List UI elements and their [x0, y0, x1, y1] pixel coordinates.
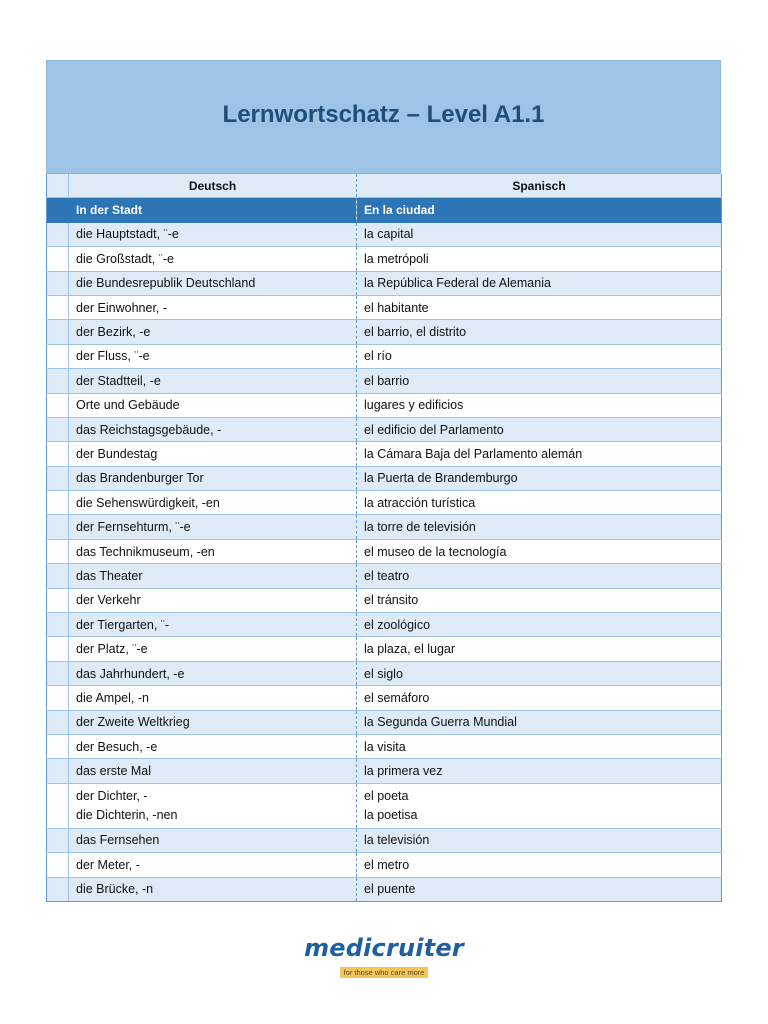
cell-deutsch-text: der Bezirk, -e [76, 325, 151, 340]
table-row [47, 247, 722, 271]
table-row [47, 637, 722, 661]
cell-spanisch [357, 491, 722, 515]
row-index-cell [47, 877, 69, 901]
row-index-cell [47, 613, 69, 637]
row-index-cell [47, 271, 69, 295]
row-index-cell [47, 344, 69, 368]
row-index-cell [47, 783, 69, 828]
cell-spanisch [357, 588, 722, 612]
cell-deutsch-text: die Bundesrepublik Deutschland [76, 276, 256, 291]
cell-spanisch [357, 686, 722, 710]
table-row [47, 515, 722, 539]
cell-spanisch-text: el barrio [364, 373, 410, 388]
cell-deutsch [69, 637, 357, 661]
cell-spanisch-text: la televisión [364, 833, 430, 848]
cell-spanisch-text: la metrópoli [364, 251, 429, 266]
table-row [47, 564, 722, 588]
row-index-cell [47, 539, 69, 563]
cell-deutsch [69, 344, 357, 368]
cell-deutsch-text: der Fluss, ¨-e [76, 349, 150, 364]
cell-spanisch-text: la Puerta de Brandemburgo [364, 471, 518, 486]
table-row [47, 613, 722, 637]
row-index-cell [47, 417, 69, 441]
cell-deutsch [69, 783, 357, 828]
cell-deutsch [69, 515, 357, 539]
cell-spanisch-text: la plaza, el lugar [364, 642, 456, 657]
cell-spanisch [357, 828, 722, 852]
row-index-cell [47, 710, 69, 734]
row-index-cell [47, 588, 69, 612]
cell-spanisch-text: el habitante [364, 300, 429, 315]
logo-wordmark: medicruiter [304, 934, 464, 962]
cell-spanisch-text: el semáforo [364, 690, 430, 705]
header-deutsch: Deutsch [69, 174, 357, 198]
row-index-cell [47, 295, 69, 319]
cell-deutsch [69, 369, 357, 393]
cell-deutsch [69, 417, 357, 441]
row-index-cell [47, 564, 69, 588]
cell-deutsch-text: das Fernsehen [76, 833, 160, 848]
cell-spanisch-text: la visita [364, 739, 406, 754]
cell-deutsch-text: das erste Mal [76, 764, 152, 779]
cell-spanisch-text: el edificio del Parlamento [364, 422, 504, 437]
cell-deutsch [69, 564, 357, 588]
cell-deutsch [69, 295, 357, 319]
row-index-cell [47, 247, 69, 271]
cell-spanisch [357, 320, 722, 344]
cell-spanisch [357, 515, 722, 539]
vocabulary-table [46, 174, 722, 902]
cell-spanisch-text: la Segunda Guerra Mundial [364, 715, 517, 730]
row-index-cell [47, 466, 69, 490]
cell-spanisch [357, 247, 722, 271]
table-row [47, 686, 722, 710]
cell-spanisch-text: la capital [364, 227, 414, 242]
cell-deutsch-text: der Tiergarten, ¨- [76, 617, 170, 632]
table-row [47, 491, 722, 515]
table-row [47, 661, 722, 685]
row-index-cell [47, 491, 69, 515]
table-row [47, 344, 722, 368]
cell-spanisch-text: la torre de televisión [364, 520, 476, 535]
table-row [47, 783, 722, 828]
table-row [47, 271, 722, 295]
cell-spanisch [357, 393, 722, 417]
cell-deutsch-text: die Ampel, -n [76, 690, 149, 705]
cell-spanisch [357, 637, 722, 661]
brand-logo [0, 934, 768, 980]
cell-spanisch [357, 734, 722, 758]
row-index-cell [47, 369, 69, 393]
table-row [47, 442, 722, 466]
cell-spanisch-text: la atracción turística [364, 495, 476, 510]
cell-deutsch-text: der Dichter, - [76, 788, 148, 803]
row-index-cell [47, 661, 69, 685]
table-row [47, 466, 722, 490]
table-row [47, 295, 722, 319]
cell-deutsch-text: die Großstadt, ¨-e [76, 251, 174, 266]
cell-spanisch [357, 417, 722, 441]
cell-deutsch-text: der Besuch, -e [76, 739, 158, 754]
cell-spanisch [357, 295, 722, 319]
table-row [47, 320, 722, 344]
cell-deutsch [69, 588, 357, 612]
cell-deutsch [69, 247, 357, 271]
cell-deutsch-text: das Brandenburger Tor [76, 471, 204, 486]
cell-deutsch [69, 734, 357, 758]
cell-deutsch [69, 710, 357, 734]
cell-spanisch [357, 271, 722, 295]
row-index-cell [47, 222, 69, 246]
table-row [47, 759, 722, 783]
section-title-de: In der Stadt [69, 198, 357, 222]
cell-spanisch-text: la poetisa [364, 807, 418, 822]
cell-spanisch-text: el teatro [364, 568, 410, 583]
cell-spanisch [357, 853, 722, 877]
table-header-row [47, 174, 722, 198]
cell-spanisch [357, 759, 722, 783]
cell-deutsch-text: der Meter, - [76, 857, 140, 872]
cell-spanisch-text: el poeta [364, 788, 409, 803]
table-row [47, 369, 722, 393]
cell-spanisch-text: el barrio, el distrito [364, 325, 467, 340]
section-index-cell [47, 198, 69, 222]
cell-spanisch [357, 783, 722, 828]
cell-deutsch [69, 539, 357, 563]
title-banner [46, 60, 721, 174]
cell-deutsch-text: das Reichstagsgebäude, - [76, 422, 222, 437]
table-row [47, 222, 722, 246]
section-row [47, 198, 722, 222]
cell-deutsch-text: Orte und Gebäude [76, 398, 180, 413]
table-row [47, 853, 722, 877]
header-spanisch: Spanisch [357, 174, 722, 198]
cell-deutsch-text: der Stadtteil, -e [76, 373, 161, 388]
cell-spanisch [357, 369, 722, 393]
cell-deutsch [69, 877, 357, 901]
cell-deutsch-text: die Hauptstadt, ¨-e [76, 227, 179, 242]
cell-deutsch-text: der Verkehr [76, 593, 141, 608]
cell-deutsch-text: der Platz, ¨-e [76, 642, 148, 657]
cell-spanisch-text: la primera vez [364, 764, 443, 779]
row-index-cell [47, 442, 69, 466]
cell-deutsch [69, 271, 357, 295]
cell-deutsch-text: der Bundestag [76, 446, 158, 461]
cell-spanisch [357, 466, 722, 490]
page-title: Lernwortschatz – Level A1.1 [222, 101, 545, 128]
table-row [47, 828, 722, 852]
logo-tagline: for those who care more [340, 967, 429, 978]
cell-deutsch-text: das Jahrhundert, -e [76, 666, 185, 681]
cell-deutsch [69, 491, 357, 515]
cell-deutsch-text: das Theater [76, 568, 143, 583]
cell-spanisch-text: lugares y edificios [364, 398, 464, 413]
cell-deutsch [69, 393, 357, 417]
cell-spanisch-text: el río [364, 349, 392, 364]
row-index-cell [47, 686, 69, 710]
cell-deutsch [69, 853, 357, 877]
cell-deutsch-text: die Dichterin, -nen [76, 807, 178, 822]
cell-spanisch [357, 877, 722, 901]
header-index-cell [47, 174, 69, 198]
cell-deutsch [69, 661, 357, 685]
cell-spanisch-text: el puente [364, 882, 416, 897]
row-index-cell [47, 734, 69, 758]
row-index-cell [47, 759, 69, 783]
cell-spanisch [357, 222, 722, 246]
table-row [47, 734, 722, 758]
cell-spanisch-text: el museo de la tecnología [364, 544, 507, 559]
cell-deutsch [69, 320, 357, 344]
cell-spanisch-text: el metro [364, 857, 410, 872]
table-row [47, 393, 722, 417]
cell-spanisch-text: el siglo [364, 666, 403, 681]
cell-deutsch [69, 466, 357, 490]
cell-spanisch [357, 613, 722, 637]
cell-spanisch [357, 344, 722, 368]
cell-deutsch-text: der Zweite Weltkrieg [76, 715, 190, 730]
row-index-cell [47, 320, 69, 344]
cell-spanisch-text: la Cámara Baja del Parlamento alemán [364, 446, 583, 461]
row-index-cell [47, 515, 69, 539]
cell-spanisch-text: el tránsito [364, 593, 419, 608]
cell-spanisch-text: la República Federal de Alemania [364, 276, 551, 291]
cell-spanisch [357, 539, 722, 563]
cell-spanisch [357, 442, 722, 466]
cell-deutsch [69, 442, 357, 466]
cell-deutsch-text: die Brücke, -n [76, 882, 154, 897]
cell-deutsch [69, 828, 357, 852]
cell-spanisch-text: el zoológico [364, 617, 431, 632]
cell-deutsch-text: der Einwohner, - [76, 300, 168, 315]
table-row [47, 710, 722, 734]
cell-deutsch [69, 613, 357, 637]
cell-deutsch-text: die Sehenswürdigkeit, -en [76, 495, 220, 510]
table-row [47, 588, 722, 612]
section-title-es: En la ciudad [357, 198, 722, 222]
cell-deutsch-text: der Fernsehturm, ¨-e [76, 520, 191, 535]
table-row [47, 877, 722, 901]
row-index-cell [47, 828, 69, 852]
cell-deutsch [69, 222, 357, 246]
cell-deutsch-text: das Technikmuseum, -en [76, 544, 215, 559]
cell-spanisch [357, 661, 722, 685]
table-row [47, 539, 722, 563]
cell-spanisch [357, 564, 722, 588]
row-index-cell [47, 393, 69, 417]
table-row [47, 417, 722, 441]
row-index-cell [47, 853, 69, 877]
row-index-cell [47, 637, 69, 661]
cell-deutsch [69, 759, 357, 783]
cell-spanisch [357, 710, 722, 734]
cell-deutsch [69, 686, 357, 710]
